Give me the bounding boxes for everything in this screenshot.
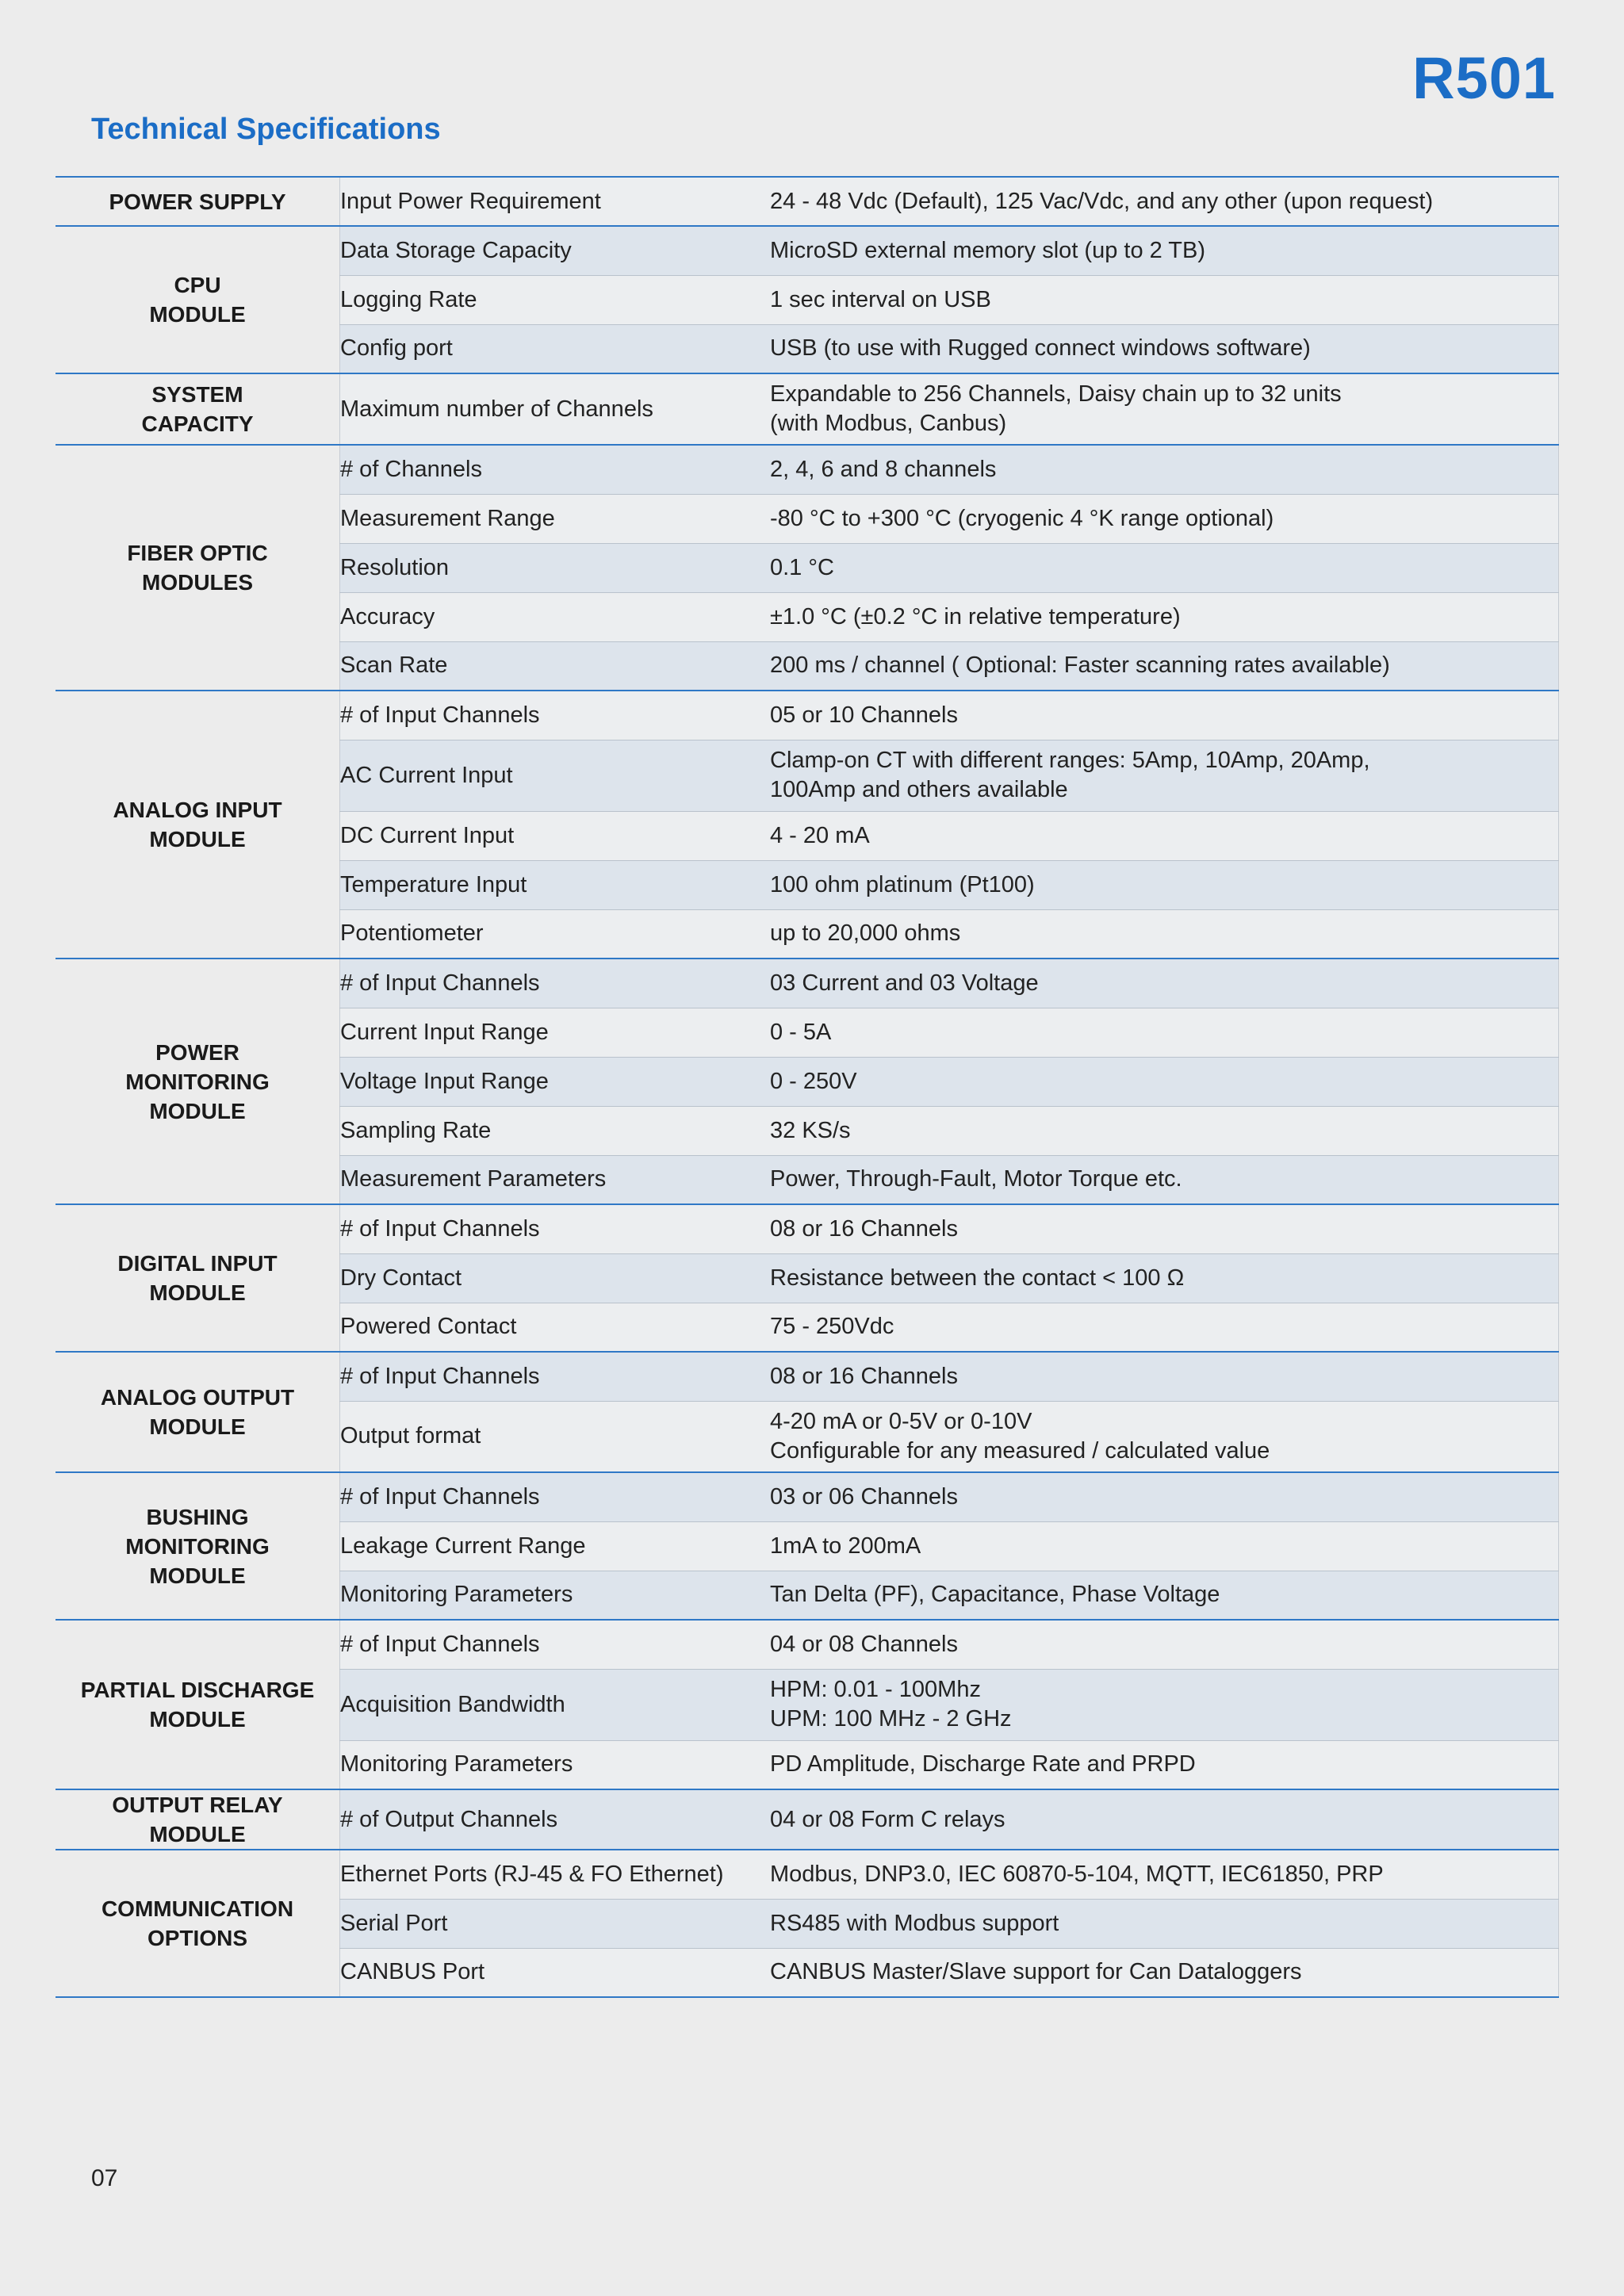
spec-value: 4-20 mA or 0-5V or 0-10V Configurable for any measured / calculated value (770, 1401, 1559, 1472)
spec-parameter: Acquisition Bandwidth (340, 1669, 771, 1740)
page-number: 07 (91, 2165, 118, 2191)
spec-parameter: # of Input Channels (340, 959, 771, 1008)
spec-value: 04 or 08 Channels (770, 1620, 1559, 1669)
spec-parameter: Ethernet Ports (RJ-45 & FO Ethernet) (340, 1850, 771, 1899)
spec-parameter: # of Input Channels (340, 1472, 771, 1521)
spec-parameter: Measurement Range (340, 494, 771, 543)
spec-value: 2, 4, 6 and 8 channels (770, 445, 1559, 494)
spec-parameter: # of Channels (340, 445, 771, 494)
spec-row (56, 1472, 1559, 1521)
spec-parameter: # of Input Channels (340, 1352, 771, 1401)
spec-row (56, 959, 1559, 1008)
spec-parameter: Scan Rate (340, 641, 771, 691)
spec-value: 1 sec interval on USB (770, 275, 1559, 324)
spec-value: 75 - 250Vdc (770, 1303, 1559, 1352)
spec-value: 08 or 16 Channels (770, 1352, 1559, 1401)
spec-value: 1mA to 200mA (770, 1521, 1559, 1571)
spec-parameter: # of Input Channels (340, 1204, 771, 1253)
product-brand-title: R501 (1412, 45, 1556, 111)
spec-value: Tan Delta (PF), Capacitance, Phase Voltage (770, 1571, 1559, 1620)
spec-value: RS485 with Modbus support (770, 1899, 1559, 1948)
spec-value: 05 or 10 Channels (770, 691, 1559, 740)
spec-value: 200 ms / channel ( Optional: Faster scanning rates available) (770, 641, 1559, 691)
spec-parameter: # of Input Channels (340, 1620, 771, 1669)
spec-parameter: Dry Contact (340, 1253, 771, 1303)
spec-parameter: # of Output Channels (340, 1789, 771, 1850)
spec-row (56, 1204, 1559, 1253)
spec-category: ANALOG INPUT MODULE (56, 691, 340, 959)
spec-parameter: Voltage Input Range (340, 1057, 771, 1106)
spec-parameter: DC Current Input (340, 811, 771, 860)
spec-row (56, 1352, 1559, 1401)
spec-value: Expandable to 256 Channels, Daisy chain up to 32 units (with Modbus, Canbus) (770, 373, 1559, 445)
spec-parameter: Powered Contact (340, 1303, 771, 1352)
spec-row (56, 1789, 1559, 1850)
spec-category: FIBER OPTIC MODULES (56, 445, 340, 691)
specifications-table-body (56, 177, 1559, 1997)
spec-category: COMMUNICATION OPTIONS (56, 1850, 340, 1997)
spec-row (56, 691, 1559, 740)
specifications-table (56, 176, 1559, 1998)
spec-value: 04 or 08 Form C relays (770, 1789, 1559, 1850)
spec-value: Resistance between the contact < 100 Ω (770, 1253, 1559, 1303)
spec-value: 0 - 5A (770, 1008, 1559, 1057)
spec-parameter: Potentiometer (340, 909, 771, 959)
spec-parameter: Monitoring Parameters (340, 1571, 771, 1620)
spec-value: CANBUS Master/Slave support for Can Dataloggers (770, 1948, 1559, 1997)
spec-value: 0 - 250V (770, 1057, 1559, 1106)
spec-value: Power, Through-Fault, Motor Torque etc. (770, 1155, 1559, 1204)
spec-parameter: Input Power Requirement (340, 177, 771, 226)
spec-value: Modbus, DNP3.0, IEC 60870-5-104, MQTT, IEC61850, PRP (770, 1850, 1559, 1899)
spec-value: 32 KS/s (770, 1106, 1559, 1155)
spec-parameter: AC Current Input (340, 740, 771, 811)
spec-row (56, 1620, 1559, 1669)
spec-parameter: Data Storage Capacity (340, 226, 771, 275)
spec-category: ANALOG OUTPUT MODULE (56, 1352, 340, 1472)
spec-value: 24 - 48 Vdc (Default), 125 Vac/Vdc, and any other (upon request) (770, 177, 1559, 226)
spec-value: 4 - 20 mA (770, 811, 1559, 860)
spec-value: Clamp-on CT with different ranges: 5Amp, 10Amp, 20Amp, 100Amp and others available (770, 740, 1559, 811)
spec-value: ±1.0 °C (±0.2 °C in relative temperature) (770, 592, 1559, 641)
spec-parameter: CANBUS Port (340, 1948, 771, 1997)
spec-value: PD Amplitude, Discharge Rate and PRPD (770, 1740, 1559, 1789)
spec-value: 08 or 16 Channels (770, 1204, 1559, 1253)
spec-category: OUTPUT RELAY MODULE (56, 1789, 340, 1850)
spec-value: MicroSD external memory slot (up to 2 TB) (770, 226, 1559, 275)
spec-parameter: Output format (340, 1401, 771, 1472)
spec-category: DIGITAL INPUT MODULE (56, 1204, 340, 1352)
spec-value: 0.1 °C (770, 543, 1559, 592)
spec-row (56, 445, 1559, 494)
spec-parameter: Sampling Rate (340, 1106, 771, 1155)
spec-parameter: Leakage Current Range (340, 1521, 771, 1571)
spec-parameter: Monitoring Parameters (340, 1740, 771, 1789)
spec-value: up to 20,000 ohms (770, 909, 1559, 959)
spec-category: SYSTEM CAPACITY (56, 373, 340, 445)
spec-row (56, 373, 1559, 445)
spec-parameter: # of Input Channels (340, 691, 771, 740)
spec-parameter: Current Input Range (340, 1008, 771, 1057)
spec-parameter: Measurement Parameters (340, 1155, 771, 1204)
section-title: Technical Specifications (91, 113, 441, 146)
spec-parameter: Serial Port (340, 1899, 771, 1948)
spec-value: 03 or 06 Channels (770, 1472, 1559, 1521)
spec-parameter: Config port (340, 324, 771, 373)
spec-parameter: Maximum number of Channels (340, 373, 771, 445)
spec-row (56, 177, 1559, 226)
spec-value: USB (to use with Rugged connect windows software) (770, 324, 1559, 373)
spec-value: HPM: 0.01 - 100Mhz UPM: 100 MHz - 2 GHz (770, 1669, 1559, 1740)
spec-row (56, 226, 1559, 275)
spec-parameter: Resolution (340, 543, 771, 592)
spec-category: POWER MONITORING MODULE (56, 959, 340, 1204)
spec-category: POWER SUPPLY (56, 177, 340, 226)
spec-row (56, 1850, 1559, 1899)
spec-value: 03 Current and 03 Voltage (770, 959, 1559, 1008)
spec-parameter: Accuracy (340, 592, 771, 641)
spec-category: CPU MODULE (56, 226, 340, 373)
spec-parameter: Logging Rate (340, 275, 771, 324)
spec-category: PARTIAL DISCHARGE MODULE (56, 1620, 340, 1789)
spec-value: 100 ohm platinum (Pt100) (770, 860, 1559, 909)
spec-parameter: Temperature Input (340, 860, 771, 909)
spec-category: BUSHING MONITORING MODULE (56, 1472, 340, 1620)
spec-value: -80 °C to +300 °C (cryogenic 4 °K range optional) (770, 494, 1559, 543)
